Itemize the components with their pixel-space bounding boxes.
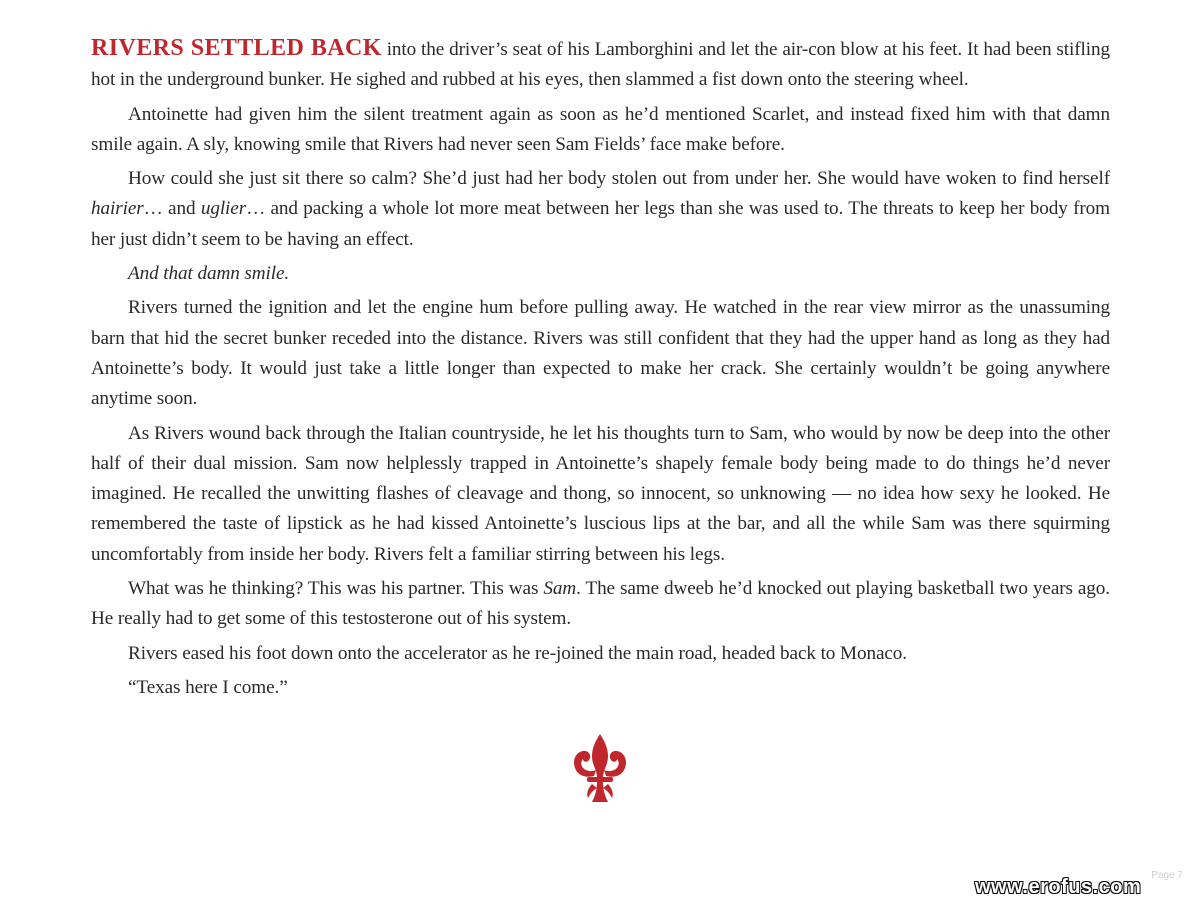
- story-paragraph: [91, 293, 1110, 414]
- paragraph-text: How could she just sit there so calm? She’d just had her body stolen out from under her. She would have woken to find herself: [128, 168, 1110, 190]
- page-number: Page 7: [1151, 870, 1183, 881]
- emphasis-text: Sam: [543, 578, 577, 600]
- story-paragraph: [91, 100, 1110, 161]
- story-paragraph: [91, 673, 1110, 703]
- paragraph-text: Rivers eased his foot down onto the accelerator as he re-joined the main road, headed back to Monaco.: [128, 642, 907, 664]
- fleur-de-lis-icon: [570, 732, 630, 804]
- emphasis-text: hairier: [91, 198, 144, 220]
- paragraph-text: . The same dweeb he’d knocked out playing basketball two years ago. He really had to get some of this testosterone out of his system.: [91, 578, 1110, 630]
- chapter-opening-words: RIVERS SETTLED BACK: [91, 35, 382, 61]
- watermark-text: www.erofus.com: [975, 876, 1142, 898]
- story-paragraph: [91, 419, 1110, 570]
- paragraph-text: What was he thinking? This was his partner. This was: [128, 578, 544, 600]
- paragraph-text: Rivers turned the ignition and let the engine hum before pulling away. He watched in the rear view mirror as the unassuming barn that hid the secret bunker receded into the distance. Rivers was still confident that they had the upper hand as long as they had Antoinette’s body. It would just take a little longer than expected to make her crack. She certainly wouldn’t be going anywhere anytime soon.: [91, 297, 1110, 410]
- emphasis-text: And that damn smile.: [128, 263, 290, 285]
- story-paragraph: [91, 574, 1110, 635]
- paragraph-text: As Rivers wound back through the Italian countryside, he let his thoughts turn to Sam, who would by now be deep into the other half of their dual mission. Sam now helplessly trapped in Antoinette’s shapely female body being made to do things he’d never imagined. He recalled the unwitting flashes of cleavage and thong, so innocent, so unknowing — no idea how sexy he looked. He remembered the taste of lipstick as he had kissed Antoinette’s luscious lips at the bar, and all the while Sam was there squirming uncomfortably from inside her body. Rivers felt a familiar stirring between his legs.: [91, 422, 1110, 565]
- emphasis-text: uglier: [200, 198, 247, 220]
- paragraph-text: Antoinette had given him the silent treatment again as soon as he’d mentioned Scarlet, and instead fixed him with that damn smile again. A sly, knowing smile that Rivers had never seen Sam Fields’ face make before.: [91, 103, 1110, 155]
- paragraph-text: into the driver’s seat of his Lamborghini and let the air-con blow at his feet. It had been stifling hot in the underground bunker. He sighed and rubbed at his eyes, then slammed a fist down onto the steering wheel.: [91, 39, 1110, 91]
- story-paragraph: [91, 259, 1110, 289]
- paragraph-text: … and: [143, 198, 201, 220]
- paragraph-text: … and packing a whole lot more meat between her legs than she was used to. The threats to keep her body from her just didn’t seem to be having an effect.: [91, 198, 1111, 250]
- story-paragraph: [91, 33, 1110, 96]
- story-text: [91, 33, 1110, 707]
- story-paragraph: [91, 639, 1110, 669]
- paragraph-text: “Texas here I come.”: [128, 676, 288, 698]
- story-paragraph: [91, 164, 1110, 255]
